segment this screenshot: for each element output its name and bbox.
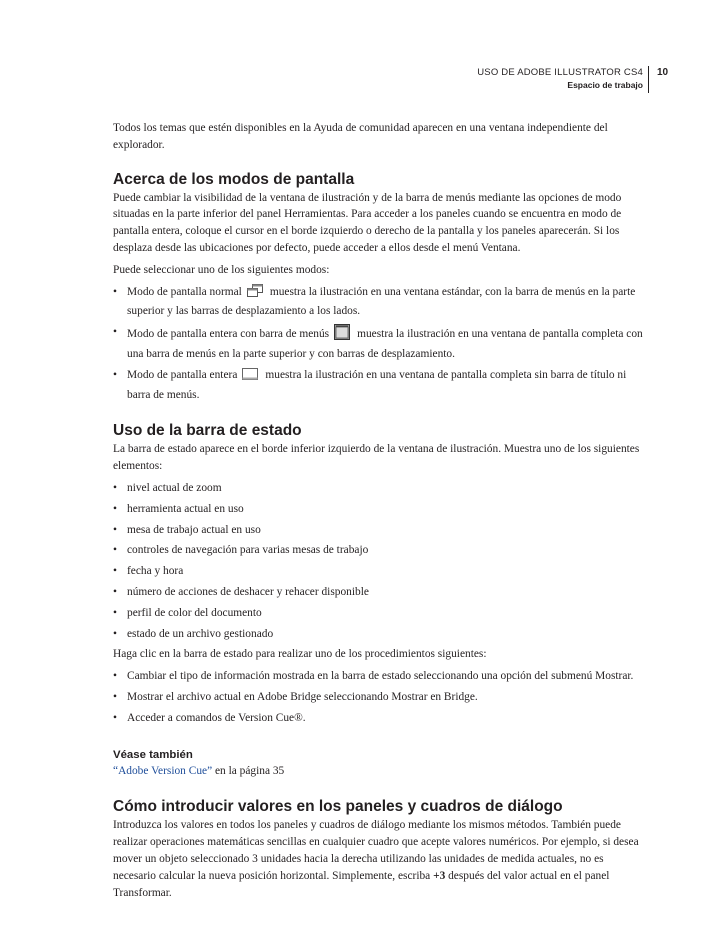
- list-item: [113, 668, 643, 685]
- see-also-page-ref: en la página 35: [212, 764, 285, 777]
- bullet: •: [113, 711, 117, 724]
- list-item: [113, 480, 643, 497]
- bullet: •: [113, 502, 117, 515]
- running-header: [0, 66, 728, 96]
- list-item: [113, 626, 643, 643]
- section-heading-status-bar: Uso de la barra de estado: [113, 422, 302, 440]
- list-item-text: perfil de color del documento: [127, 606, 262, 619]
- quote-close: ”: [207, 764, 213, 777]
- status-bar-lead: Haga clic en la barra de estado para realizar uno de los procedimientos siguientes:: [113, 648, 487, 661]
- bullet: •: [113, 670, 117, 683]
- list-item: [113, 367, 643, 404]
- quote-open: “: [113, 764, 119, 777]
- list-item-text: Mostrar el archivo actual en Adobe Bridge seleccionando Mostrar en Bridge.: [127, 690, 478, 703]
- list-item: [113, 584, 643, 601]
- list-item: [113, 542, 643, 559]
- emphasis-value: +3: [433, 869, 446, 882]
- list-item: [113, 710, 643, 727]
- normal-screen-mode-icon: [247, 284, 263, 304]
- header-text: [477, 66, 643, 91]
- mode-label: Modo de pantalla entera: [127, 368, 238, 381]
- list-item-text: mesa de trabajo actual en uso: [127, 523, 261, 536]
- bullet: •: [113, 368, 117, 381]
- header-title: USO DE ADOBE ILLUSTRATOR CS4: [477, 67, 643, 78]
- section-status-bar: [113, 421, 643, 726]
- intro-paragraph: Todos los temas que estén disponibles en la Ayuda de comunidad aparecen en una ventana independiente del explorador.: [113, 122, 608, 151]
- entering-values-paragraph: [113, 817, 643, 901]
- list-item: [113, 605, 643, 622]
- mode-description: muestra la ilustración en una ventana de pantalla completa sin barra de título ni barra de menús.: [127, 368, 627, 401]
- bullet: •: [113, 606, 117, 619]
- list-item: [113, 501, 643, 518]
- mode-description: muestra la ilustración en una ventana estándar, con la barra de menús en la parte superior y las barras de desplazamiento a los lados.: [127, 285, 636, 318]
- list-item-text: Cambiar el tipo de información mostrada en la barra de estado seleccionando una opción del submenú Mostrar.: [127, 670, 634, 683]
- bullet: •: [113, 565, 117, 578]
- list-item-text: herramienta actual en uso: [127, 502, 244, 515]
- bullet: •: [113, 523, 117, 536]
- bullet: •: [113, 544, 117, 557]
- page-number: 10: [657, 67, 669, 78]
- see-also-title: Véase también: [113, 748, 193, 761]
- header-divider: [648, 66, 649, 93]
- section-heading-screen-modes: Acerca de los modos de pantalla: [113, 170, 355, 188]
- page-content: [113, 120, 643, 906]
- bullet: •: [113, 481, 117, 494]
- bullet: •: [113, 285, 117, 298]
- mode-label: Modo de pantalla normal: [127, 285, 242, 298]
- bullet: •: [113, 326, 117, 339]
- see-also: [113, 747, 643, 780]
- list-item: [113, 563, 643, 580]
- screen-modes-lead: Puede seleccionar uno de los siguientes modos:: [113, 263, 330, 276]
- paragraph-text-end: después del valor actual en el panel Transformar.: [113, 869, 610, 899]
- list-item: [113, 324, 643, 363]
- section-screen-modes: [113, 170, 643, 404]
- see-also-link[interactable]: Adobe Version Cue: [118, 764, 208, 777]
- list-item: [113, 284, 643, 321]
- see-also-reference: [113, 763, 643, 780]
- bullet: •: [113, 585, 117, 598]
- screen-modes-paragraph: Puede cambiar la visibilidad de la ventana de ilustración y de la barra de menús mediante las opciones de modo situadas en la parte inferior del panel Herramientas. Para acceder a los paneles cuando se encuentra en modo de pantalla entera, coloque el cursor en el borde izquierdo o derecho de la pantalla y los paneles aparecerán. Si los desplaza desde las ubicaciones por defecto, puede acceder a ellos desde el menú Ventana.: [113, 191, 622, 254]
- list-item-text: nivel actual de zoom: [127, 481, 222, 494]
- status-bar-actions-list: [113, 668, 643, 726]
- list-item-text: fecha y hora: [127, 565, 184, 578]
- full-screen-menu-mode-icon: [334, 324, 350, 346]
- header-subtitle: Espacio de trabajo: [567, 80, 643, 90]
- status-bar-paragraph: La barra de estado aparece en el borde inferior izquierdo de la ventana de ilustración. Muestra uno de los siguientes elementos:: [113, 443, 640, 473]
- paragraph-text: Introduzca los valores en todos los paneles y cuadros de diálogo mediante los mismos métodos. También puede realizar operaciones matemáticas sencillas en cualquier cuadro que acepte valores numéricos. Por ejemplo, si desea mover un objeto seleccionado 3 unidades hacia la derecha utilizando las unidades de medida actuales, no es necesario calcular la nueva posición horizontal. Simplemente, escriba: [113, 819, 639, 882]
- mode-description: muestra la ilustración en una ventana de pantalla completa con una barra de menús en la parte superior y con barras de desplazamiento.: [127, 328, 643, 360]
- list-item: [113, 689, 643, 706]
- list-item-text: controles de navegación para varias mesas de trabajo: [127, 544, 369, 557]
- bullet: •: [113, 690, 117, 703]
- section-heading-entering-values: Cómo introducir valores en los paneles y cuadros de diálogo: [113, 798, 563, 816]
- screen-modes-list: [113, 284, 643, 404]
- list-item: [113, 522, 643, 539]
- section-entering-values: [113, 797, 643, 901]
- mode-label: Modo de pantalla entera con barra de menús: [127, 328, 330, 341]
- list-item-text: estado de un archivo gestionado: [127, 627, 274, 640]
- full-screen-mode-icon: [242, 368, 258, 387]
- bullet: •: [113, 627, 117, 640]
- list-item-text: número de acciones de deshacer y rehacer disponible: [127, 585, 369, 598]
- status-bar-list: [113, 480, 643, 642]
- list-item-text: Acceder a comandos de Version Cue®.: [127, 711, 306, 724]
